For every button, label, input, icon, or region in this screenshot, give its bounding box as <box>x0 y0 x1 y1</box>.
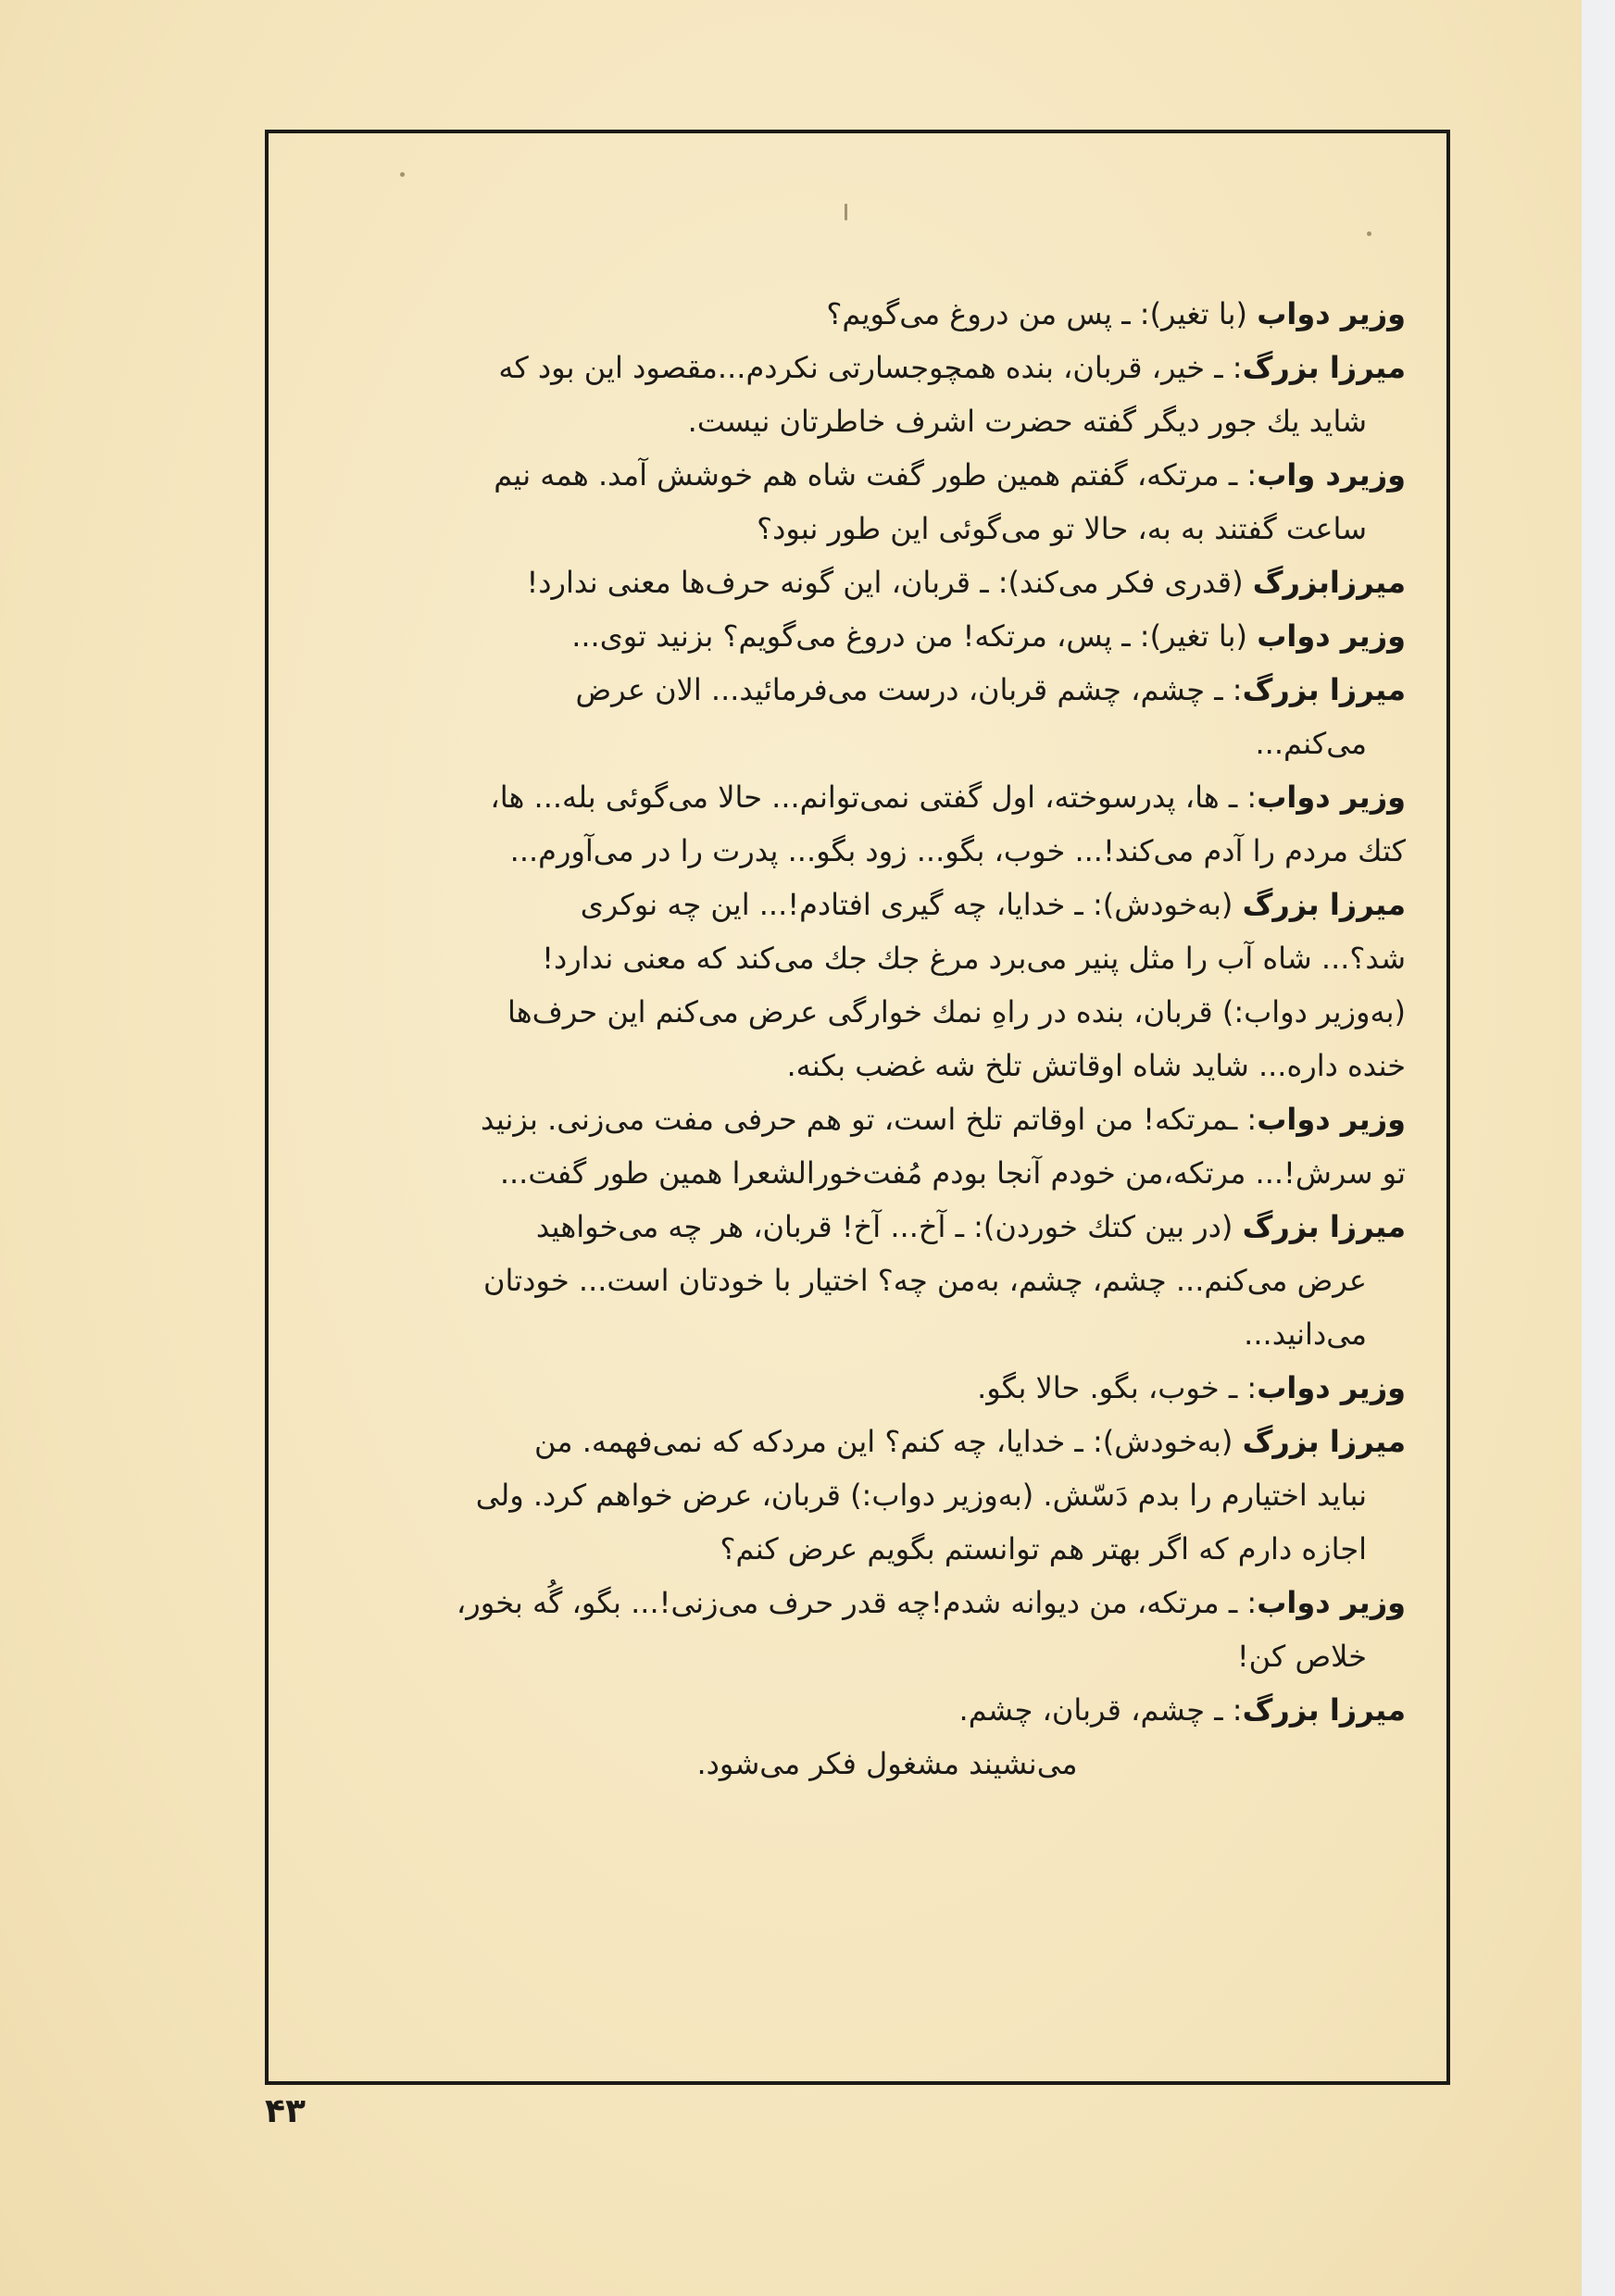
dialogue-line <box>294 878 1406 931</box>
speaker-name: میرزا بزرگ <box>1242 1424 1406 1459</box>
speaker-name: وزیر دواب <box>1257 1102 1406 1137</box>
dialogue-line <box>294 1307 1406 1361</box>
dialogue-line <box>294 1737 1406 1791</box>
dialogue-line <box>294 1576 1406 1629</box>
dialogue-line <box>294 1468 1406 1522</box>
speaker-name: وزیر دواب <box>1257 618 1406 654</box>
dialogue-line <box>294 502 1406 555</box>
dialogue-line <box>294 1415 1406 1468</box>
dialogue-line <box>294 287 1406 341</box>
line-text: عرض می‌کنم... چشم، چشم، به‌من چه؟ اختیار با خودتان است... خودتان <box>483 1263 1367 1298</box>
dialogue-line <box>294 1200 1406 1254</box>
dialogue-line <box>294 1146 1406 1200</box>
line-text: : ـمرتکه! من اوقاتم تلخ است، تو هم حرفی مفت می‌زنی. بزنید <box>481 1102 1258 1137</box>
line-text: اجازه دارم که اگر بهتر هم توانستم بگویم عرض کنم؟ <box>720 1531 1367 1566</box>
line-text: (با تغیر): ـ پس، مرتکه! من دروغ می‌گویم؟ بزنید توی... <box>571 618 1258 654</box>
dialogue-line <box>294 609 1406 663</box>
line-text: نباید اختیارم را بدم دَسّش. (به‌وزیر دواب:) قربان، عرض خواهم کرد. ولی <box>475 1478 1367 1513</box>
dialogue-line <box>294 1522 1406 1576</box>
speaker-name: میرزا بزرگ <box>1242 887 1406 922</box>
dialogue-line <box>294 931 1406 985</box>
line-text: : ـ چشم، قربان، چشم. <box>958 1692 1243 1728</box>
line-text: می‌کنم... <box>1255 726 1367 761</box>
line-text: (قدری فکر می‌کند): ـ قربان، این گونه حرف‌ها معنی ندارد! <box>526 565 1253 600</box>
speaker-name: وزیر دواب <box>1257 1370 1406 1405</box>
line-text: (در بین کتك خوردن): ـ آخ... آخ! قربان، هر چه می‌خواهید <box>535 1209 1243 1244</box>
dialogue-line <box>294 1254 1406 1307</box>
dialogue-line <box>294 341 1406 394</box>
line-text: : ـ مرتکه، گفتم همین طور گفت شاه هم خوشش آمد. همه نیم <box>494 457 1258 493</box>
speaker-name: میرزا بزرگ <box>1242 350 1406 385</box>
line-text: (به‌وزیر دواب:) قربان، بنده در راهِ نمك خوارگی عرض می‌کنم این حرف‌ها <box>507 994 1406 1029</box>
line-text: : ـ خوب، بگو. حالا بگو. <box>977 1370 1258 1405</box>
dialogue-text <box>294 287 1406 1791</box>
dialogue-line <box>294 824 1406 878</box>
dialogue-line <box>294 1683 1406 1737</box>
line-text: (با تغیر): ـ پس من دروغ می‌گویم؟ <box>826 296 1258 331</box>
speaker-name: وزیر دواب <box>1257 1585 1406 1620</box>
line-text: : ـ چشم، چشم قربان، درست می‌فرمائید... الان عرض <box>575 672 1243 707</box>
speaker-name: میرزا بزرگ <box>1242 1692 1406 1728</box>
page-number: ۴۳ <box>265 2092 306 2130</box>
line-text: می‌دانید... <box>1244 1316 1367 1352</box>
speaker-name: وزیر دواب <box>1257 296 1406 331</box>
dialogue-line <box>294 394 1406 448</box>
dialogue-line <box>294 717 1406 770</box>
dialogue-line <box>294 1361 1406 1415</box>
line-text: (به‌خودش): ـ خدایا، چه کنم؟ این مردکه که نمی‌فهمه. من <box>534 1424 1243 1459</box>
scan-edge <box>1582 0 1615 2296</box>
line-text: ساعت گفتند به به، حالا تو می‌گوئی این طور نبود؟ <box>757 511 1367 546</box>
line-text: : ـ مرتکه، من دیوانه شدم!چه قدر حرف می‌زنی!... بگو، گُه بخور، <box>456 1585 1258 1620</box>
line-text: (به‌خودش): ـ خدایا، چه گیری افتادم!... این چه نوکری <box>580 887 1243 922</box>
line-text: کتك مردم را آدم می‌کند!... خوب، بگو... زود بگو... پدرت را در می‌آورم... <box>509 833 1406 868</box>
dialogue-line <box>294 1629 1406 1683</box>
line-text: می‌نشیند مشغول فکر می‌شود. <box>696 1746 1078 1781</box>
dialogue-line <box>294 985 1406 1039</box>
line-text: خنده داره... شاید شاه اوقاتش تلخ شه غضب بکنه. <box>786 1048 1406 1083</box>
line-text: خلاص کن! <box>1236 1639 1367 1674</box>
speaker-name: وزیر دواب <box>1257 780 1406 815</box>
line-text: شاید یك جور دیگر گفته حضرت اشرف خاطرتان نیست. <box>687 404 1367 439</box>
line-text: تو سرش!... مرتکه،من خودم آنجا بودم مُفت‌خورالشعرا همین طور گفت... <box>499 1155 1406 1191</box>
speaker-name: میرزابزرگ <box>1252 565 1406 600</box>
speaker-name: میرزا بزرگ <box>1242 1209 1406 1244</box>
dialogue-line <box>294 448 1406 502</box>
dialogue-line <box>294 770 1406 824</box>
line-text: : ـ خیر، قربان، بنده همچوجسارتی نکردم...مقصود این بود که <box>498 350 1243 385</box>
line-text: شد؟... شاه آب را مثل پنیر می‌برد مرغ جك جك می‌کند که معنی ندارد! <box>542 941 1406 976</box>
dialogue-line <box>294 1092 1406 1146</box>
speaker-name: وزیرد واب <box>1257 457 1406 493</box>
dialogue-line <box>294 555 1406 609</box>
dialogue-line <box>294 663 1406 717</box>
dialogue-line <box>294 1039 1406 1092</box>
line-text: : ـ ها، پدرسوخته، اول گفتی نمی‌توانم... حالا می‌گوئی بله... ها، <box>490 780 1258 815</box>
speaker-name: میرزا بزرگ <box>1242 672 1406 707</box>
